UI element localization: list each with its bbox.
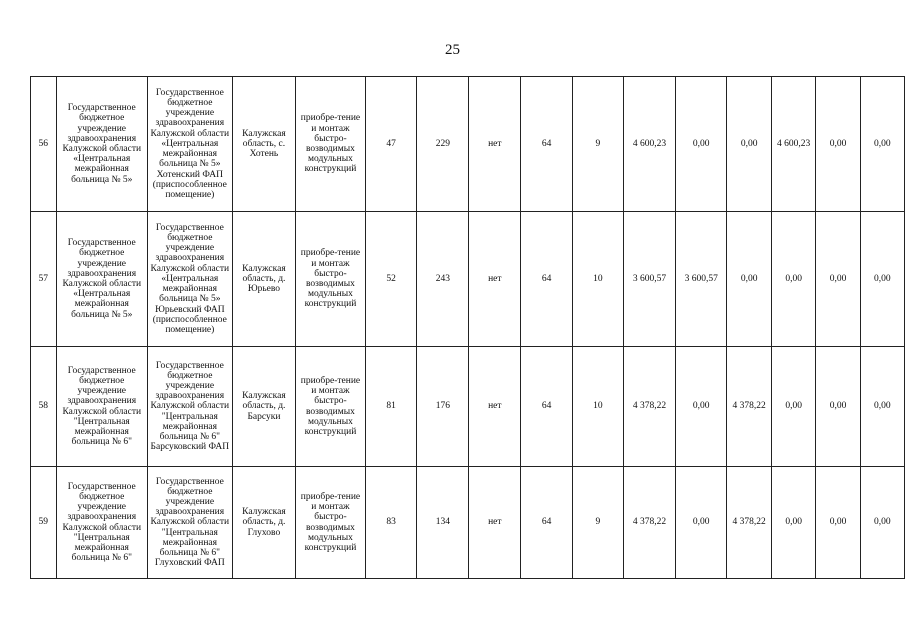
table-row [31, 347, 905, 467]
amount-cell: 0,00 [727, 77, 772, 212]
page-number: 25 [445, 42, 460, 58]
value-cell: 64 [521, 347, 573, 467]
value-cell: 243 [417, 212, 469, 347]
total-cell: 4 378,22 [623, 347, 675, 467]
row-number: 56 [31, 77, 57, 212]
facility-cell: Государственное бюджетное учреждение здравоохранения Калужской области "Центральная межрайонная больница № 6" Глуховский ФАП [147, 467, 232, 579]
value-cell: 83 [365, 467, 417, 579]
table-row [31, 77, 905, 212]
row-number: 58 [31, 347, 57, 467]
organization-cell: Государственное бюджетное учреждение здравоохранения Калужской области «Центральная межрайонная больница № 5» [56, 77, 147, 212]
value-cell: нет [469, 77, 521, 212]
table-row [31, 467, 905, 579]
amount-cell: 0,00 [676, 77, 727, 212]
value-cell: 64 [521, 467, 573, 579]
value-cell: 10 [573, 212, 624, 347]
value-cell: 64 [521, 77, 573, 212]
amount-cell: 0,00 [816, 212, 860, 347]
value-cell: нет [469, 212, 521, 347]
location-cell: Калужская область, с. Хотень [232, 77, 295, 212]
facility-cell: Государственное бюджетное учреждение здравоохранения Калужской области "Центральная межрайонная больница № 6" Барсуковский ФАП [147, 347, 232, 467]
method-cell: приобре-тение и монтаж быстро-возводимых модульных конструкций [296, 212, 366, 347]
value-cell: 176 [417, 347, 469, 467]
amount-cell: 0,00 [771, 212, 816, 347]
amount-cell: 4 600,23 [771, 77, 816, 212]
value-cell: 52 [365, 212, 417, 347]
amount-cell: 0,00 [860, 212, 904, 347]
value-cell: 10 [573, 347, 624, 467]
facility-cell: Государственное бюджетное учреждение здравоохранения Калужской области «Центральная межрайонная больница № 5» Юрьевский ФАП (приспособленное помещение) [147, 212, 232, 347]
facility-cell: Государственное бюджетное учреждение здравоохранения Калужской области «Центральная межрайонная больница № 5» Хотенский ФАП (приспособленное помещение) [147, 77, 232, 212]
organization-cell: Государственное бюджетное учреждение здравоохранения Калужской области "Центральная межрайонная больница № 6" [56, 467, 147, 579]
amount-cell: 0,00 [771, 347, 816, 467]
row-number: 59 [31, 467, 57, 579]
value-cell: 9 [573, 467, 624, 579]
facilities-table [30, 76, 905, 579]
value-cell: 134 [417, 467, 469, 579]
amount-cell: 0,00 [771, 467, 816, 579]
value-cell: 64 [521, 212, 573, 347]
amount-cell: 0,00 [676, 467, 727, 579]
total-cell: 3 600,57 [623, 212, 675, 347]
amount-cell: 4 378,22 [727, 347, 772, 467]
row-number: 57 [31, 212, 57, 347]
value-cell: 229 [417, 77, 469, 212]
amount-cell: 0,00 [860, 467, 904, 579]
table-row [31, 212, 905, 347]
total-cell: 4 378,22 [623, 467, 675, 579]
location-cell: Калужская область, д. Юрьево [232, 212, 295, 347]
value-cell: 81 [365, 347, 417, 467]
value-cell: 9 [573, 77, 624, 212]
amount-cell: 0,00 [727, 212, 772, 347]
amount-cell: 0,00 [816, 467, 860, 579]
amount-cell: 3 600,57 [676, 212, 727, 347]
amount-cell: 0,00 [676, 347, 727, 467]
method-cell: приобре-тение и монтаж быстро-возводимых модульных конструкций [296, 347, 366, 467]
total-cell: 4 600,23 [623, 77, 675, 212]
value-cell: нет [469, 347, 521, 467]
amount-cell: 0,00 [860, 347, 904, 467]
method-cell: приобре-тение и монтаж быстро-возводимых модульных конструкций [296, 77, 366, 212]
amount-cell: 0,00 [816, 347, 860, 467]
location-cell: Калужская область, д. Глухово [232, 467, 295, 579]
organization-cell: Государственное бюджетное учреждение здравоохранения Калужской области "Центральная межрайонная больница № 6" [56, 347, 147, 467]
value-cell: нет [469, 467, 521, 579]
method-cell: приобре-тение и монтаж быстро-возводимых модульных конструкций [296, 467, 366, 579]
organization-cell: Государственное бюджетное учреждение здравоохранения Калужской области «Центральная межрайонная больница № 5» [56, 212, 147, 347]
location-cell: Калужская область, д. Барсуки [232, 347, 295, 467]
amount-cell: 4 378,22 [727, 467, 772, 579]
amount-cell: 0,00 [860, 77, 904, 212]
amount-cell: 0,00 [816, 77, 860, 212]
value-cell: 47 [365, 77, 417, 212]
